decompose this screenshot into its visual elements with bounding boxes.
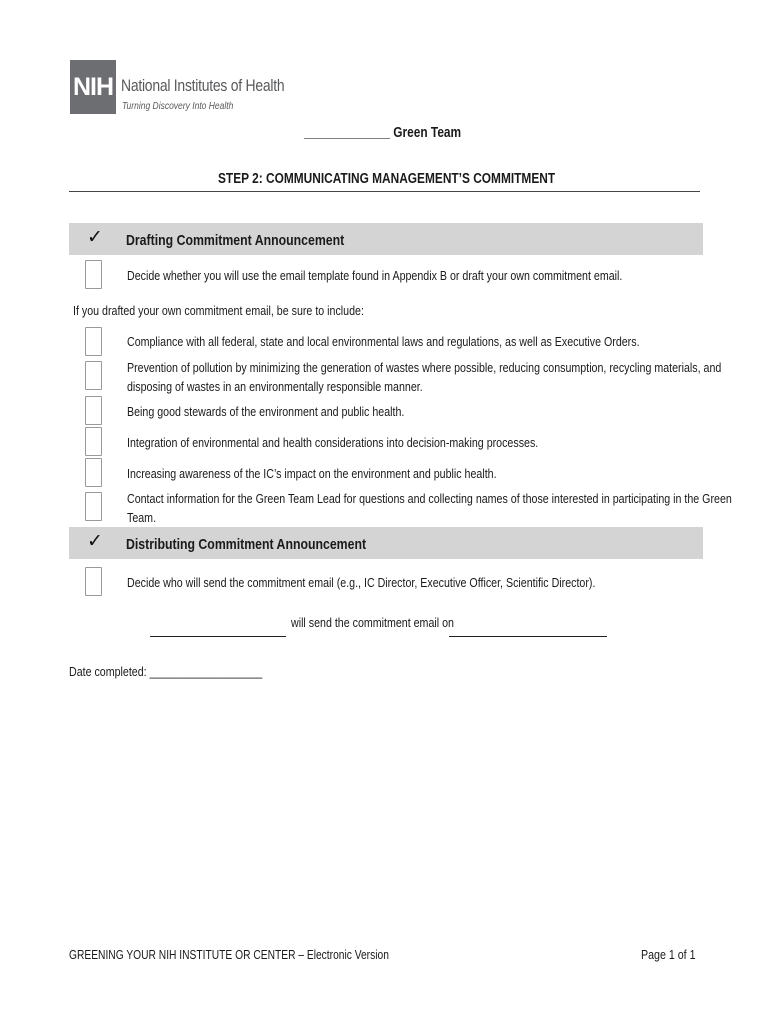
checkbox-who-sends[interactable] (85, 567, 102, 596)
checkbox-integration[interactable] (85, 427, 102, 456)
item-awareness: Increasing awareness of the IC’s impact on the environment and public health. (127, 466, 497, 481)
item-compliance: Compliance with all federal, state and local environmental laws and regulations, as well as Executive Orders. (127, 334, 640, 349)
item-contact-line1: Contact information for the Green Team Lead for questions and collecting names of those interested in participating in the Green (127, 491, 732, 506)
include-note: If you drafted your own commitment email, be sure to include: (73, 303, 364, 318)
step-title: STEP 2: COMMUNICATING MANAGEMENT’S COMMITMENT (218, 171, 556, 187)
task-who-sends: Decide who will send the commitment email (e.g., IC Director, Executive Officer, Scientific Director). (127, 575, 596, 590)
item-integration: Integration of environmental and health considerations into decision-making processes. (127, 435, 539, 450)
title-divider (69, 191, 700, 192)
task-decide-template: Decide whether you will use the email template found in Appendix B or draft your own commitment email. (127, 268, 623, 283)
section-title-distributing: Distributing Commitment Announcement (126, 536, 367, 553)
checkbox-awareness[interactable] (85, 458, 102, 487)
section-header-drafting (69, 223, 703, 255)
checkbox-compliance[interactable] (85, 327, 102, 356)
footer-document-title: GREENING YOUR NIH INSTITUTE OR CENTER – Electronic Version (69, 948, 389, 962)
section-header-distributing (69, 527, 703, 559)
item-contact-line2: Team. (127, 510, 157, 525)
green-team-title: _____________ Green Team (304, 125, 462, 141)
checkbox-prevention[interactable] (85, 361, 102, 390)
section-title-drafting: Drafting Commitment Announcement (126, 232, 345, 249)
send-date-blank-line[interactable] (449, 636, 607, 637)
item-stewards: Being good stewards of the environment and public health. (127, 404, 405, 419)
date-completed: Date completed: ___________________ (69, 664, 263, 679)
item-prevention-line2: disposing of wastes in an environmentally responsible manner. (127, 379, 423, 394)
checkbox-stewards[interactable] (85, 396, 102, 425)
item-prevention-line1: Prevention of pollution by minimizing the generation of wastes where possible, reducing consumption, recycling materials, and (127, 360, 722, 375)
sender-blank-line[interactable] (150, 636, 286, 637)
nih-logo-tagline: Turning Discovery Into Health (122, 101, 234, 112)
footer-page-number: Page 1 of 1 (641, 947, 696, 962)
nih-logo-mark: NIH (70, 60, 116, 114)
checkbox-decide-template[interactable] (85, 260, 102, 289)
nih-logo-name: National Institutes of Health (121, 76, 285, 95)
send-sentence: will send the commitment email on (291, 615, 454, 630)
checkmark-icon: ✓ (87, 226, 103, 248)
checkbox-contact-info[interactable] (85, 492, 102, 521)
checkmark-icon: ✓ (87, 530, 103, 552)
